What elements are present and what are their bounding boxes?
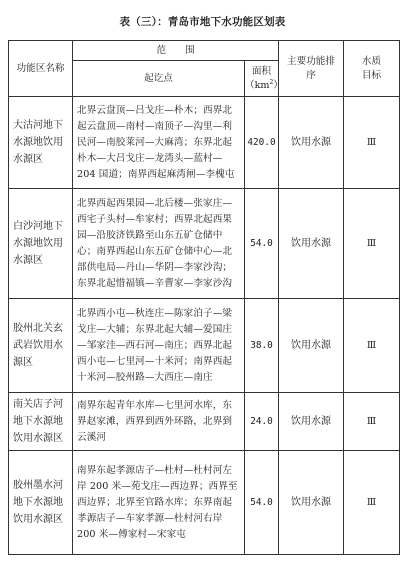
zone-goal: Ⅲ <box>344 97 400 189</box>
header-goal: 水质目标 <box>344 41 400 97</box>
zone-range: 北界云盘顶—吕戈庄—朴木；西界北起云盘顶—南村—南顶子—沟里—利民河—南胶莱河—大麻湾；东界北起朴木—大吕戈庄—龙湾头—蓝村—204 国道；南界西起麻湾闸—李槐屯 <box>73 97 245 189</box>
header-scope: 范 围 <box>73 41 279 61</box>
zone-range: 北界西起西果园—北后楼—张家庄—西宅子头村—牟家村；西界北起西果园—沿胶济铁路至山东五矿仓储中心；南界西起山东五矿仓储中心—北部供电局—丹山—华阴—李家沙沟；东界北起惜福镇—辛曹家—李家沙沟 <box>73 189 245 299</box>
header-area: 面积 $(km^2)$ <box>245 61 279 97</box>
groundwater-zoning-table <box>8 40 400 555</box>
header-function: 主要功能排序 <box>279 41 344 97</box>
table-row <box>9 97 400 189</box>
zone-function: 饮用水源 <box>279 451 344 555</box>
header-range: 起讫点 <box>73 61 245 97</box>
zone-function: 饮用水源 <box>279 393 344 451</box>
zone-range: 南界东起孝源店子—杜村—杜村河左岸 200 米—苑戈庄—西边界；西界至西边界；北界至官路水库；东界南起孝源店子—车家孝源—杜村河右岸 200 米—傅家村—宋家屯 <box>73 451 245 555</box>
zone-function: 饮用水源 <box>279 97 344 189</box>
zone-range: 南界东起青年水库—七里河水库，东界赵家滩，西界到西外环路，北界到云溪河 <box>73 393 245 451</box>
zone-name: 白沙河地下水源地饮用水源区 <box>9 189 73 299</box>
zone-function: 饮用水源 <box>279 189 344 299</box>
zone-goal: Ⅲ <box>344 393 400 451</box>
table-caption: 表（三）：青岛市地下水功能区划表 <box>119 16 286 28</box>
zone-name: 胶州北关玄武岩饮用水源区 <box>9 299 73 393</box>
zone-area: 24.0 <box>245 393 279 451</box>
zone-goal: Ⅲ <box>344 299 400 393</box>
zone-name: 胶州墨水河地下水源地饮用水源区 <box>9 451 73 555</box>
table-row <box>9 393 400 451</box>
zone-goal: Ⅲ <box>344 451 400 555</box>
zone-name: 大沽河地下水源地饮用水源区 <box>9 97 73 189</box>
table-row <box>9 299 400 393</box>
zone-range: 北界西小屯—秋连庄—陈家泊子—梁戈庄—大辅；东界北起大辅—爱国庄—邹家洼—西石河—南庄；西界北起西小屯—七里河—十米河；南界西起十米河—胶州路—大西庄—南庄 <box>73 299 245 393</box>
table-row <box>9 451 400 555</box>
table-row <box>9 189 400 299</box>
zone-name: 南关店子河地下水源地饮用水源区 <box>9 393 73 451</box>
zone-area: 54.0 <box>245 189 279 299</box>
zone-function: 饮用水源 <box>279 299 344 393</box>
zone-area: 420.0 <box>245 97 279 189</box>
header-name: 功能区名称 <box>9 41 73 97</box>
zone-area: 54.0 <box>245 451 279 555</box>
zone-goal: Ⅲ <box>344 189 400 299</box>
zone-area: 38.0 <box>245 299 279 393</box>
